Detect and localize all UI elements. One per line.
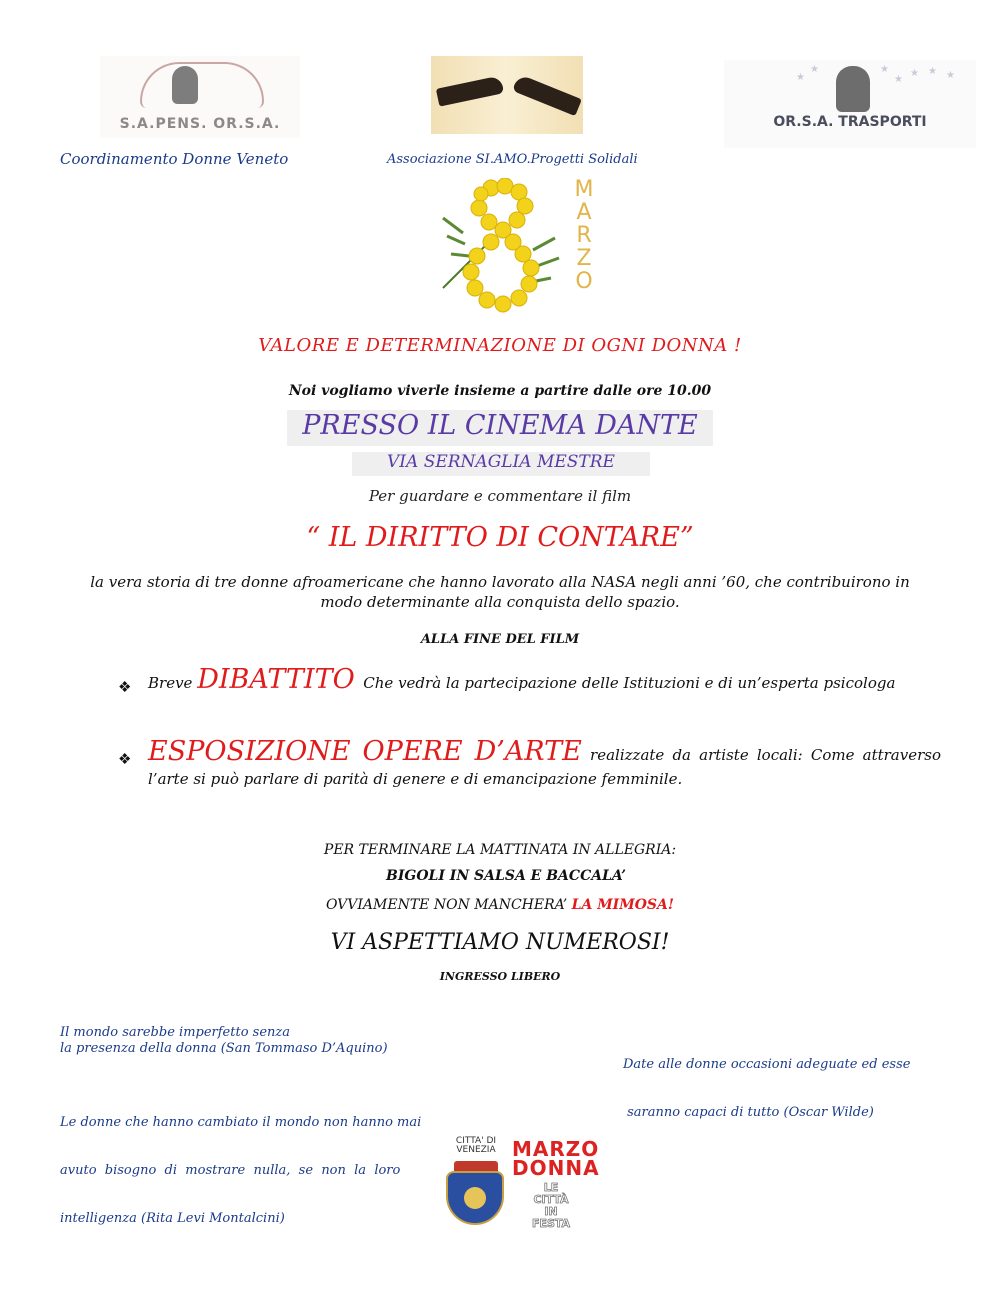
star-icon: ★ [894, 74, 903, 85]
film-title: “ IL DIRITTO DI CONTARE” [306, 522, 694, 553]
quote-line: la presenza della donna (San Tommaso D’Aquino) [60, 1041, 388, 1056]
logo-arc [140, 62, 264, 108]
mimosa-line [0, 897, 1000, 913]
quote-line: saranno capaci di tutto (Oscar Wilde) [623, 1105, 874, 1120]
program-highlight: DIBATTITO [197, 664, 364, 695]
free-entry: INGRESSO LIBERO [439, 970, 561, 983]
quote-line: intelligenza (Rita Levi Montalcini) [60, 1211, 285, 1226]
citta-in-festa [512, 1182, 590, 1230]
marzo-letter: O [575, 269, 593, 294]
quote-line: avuto bisogno di mostrare nulla, se non la loro [60, 1163, 401, 1178]
event-place: PRESSO IL CINEMA DANTE [287, 410, 713, 446]
after-film-heading: ALLA FINE DEL FILM [420, 632, 580, 647]
star-icon: ★ [880, 64, 889, 75]
quote-line: Le donne che hanno cambiato il mondo non hanno mai [60, 1115, 422, 1130]
food-line: BIGOLI IN SALSA E BACCALA’ [386, 868, 626, 884]
bear-icon [836, 66, 870, 112]
festa-line: IN [544, 1205, 558, 1218]
orsa-trasporti-logo [724, 60, 976, 148]
right-hand-icon [512, 74, 582, 116]
quote-line: Il mondo sarebbe imperfetto senza [60, 1025, 290, 1040]
marzo-donna-line: DONNA [512, 1156, 600, 1180]
star-icon: ★ [910, 68, 919, 79]
mimosa-eight-icon [433, 178, 573, 318]
intro-text: Noi vogliamo viverle insieme a partire dalle ore 10.00 [288, 383, 712, 399]
star-icon: ★ [796, 72, 805, 83]
star-icon: ★ [946, 70, 955, 81]
mimosa-highlight: LA MIMOSA! [571, 897, 675, 913]
event-street: VIA SERNAGLIA MESTRE [352, 452, 650, 476]
marzo-letter: M [574, 177, 594, 202]
marzo-letter: A [576, 200, 592, 225]
diamond-bullet-icon: ❖ [118, 750, 132, 768]
org-associazione: Associazione SI.AMO.Progetti Solidali [387, 152, 638, 167]
program-item-dibattito [148, 664, 941, 695]
star-icon: ★ [928, 66, 937, 77]
left-hand-icon [436, 75, 504, 106]
diamond-bullet-icon: ❖ [118, 678, 132, 696]
festa-line: FESTA [531, 1217, 571, 1230]
orsa-trasporti-text: OR.S.A. TRASPORTI [773, 114, 927, 130]
program-item-esposizione [148, 736, 941, 791]
quote-montalcini [60, 1083, 421, 1243]
citta-di-venezia-logo [444, 1137, 508, 1225]
program-highlight: ESPOSIZIONE OPERE D’ARTE [148, 736, 582, 767]
quote-aquino [60, 1025, 388, 1057]
star-icon: ★ [810, 64, 819, 75]
quote-line: Date alle donne occasioni adeguate ed esse [623, 1057, 911, 1072]
closing-line: PER TERMINARE LA MATTINATA IN ALLEGRIA: [323, 842, 677, 858]
invite-text: VI ASPETTIAMO NUMEROSI! [330, 930, 670, 955]
orsa-pensionati-logo [100, 56, 300, 138]
mimosa-text: OVVIAMENTE NON MANCHERA’ [325, 897, 572, 913]
headline: VALORE E DETERMINAZIONE DI OGNI DONNA ! [258, 335, 742, 356]
marzo-vertical-letters [571, 178, 597, 293]
marzo-letter: Z [576, 246, 592, 271]
purpose-text: Per guardare e commentare il film [368, 487, 632, 505]
org-coordinamento: Coordinamento Donne Veneto [60, 150, 289, 168]
quote-wilde [623, 1025, 910, 1137]
festa-line: LE [543, 1181, 559, 1194]
program-text: Che vedrà la partecipazione delle Istituzioni e di un’esperta psicologa [363, 674, 896, 692]
program-text: realizzate da artiste locali: Come attraverso l’arte si può parlare di parità di genere e di emancipazione femminile. [148, 746, 941, 788]
shield-icon [446, 1171, 504, 1225]
venezia-label: CITTA' DI VENEZIA [455, 1136, 497, 1155]
film-synopsis: la vera storia di tre donne afroamericane che hanno lavorato alla NASA negli anni ’60, che contribuirono in modo determinante alla conquista dello spazio. [90, 573, 910, 611]
program-prefix: Breve [148, 674, 198, 692]
orsa-pensionati-text: S.A.PENS. OR.S.A. [119, 116, 281, 132]
festa-line: CITTÀ [533, 1193, 569, 1206]
eight-marzo-logo [433, 178, 598, 318]
marzo-letter: R [576, 223, 592, 248]
hands-logo [431, 56, 583, 134]
bear-icon [172, 66, 198, 104]
marzo-donna-logo [512, 1137, 600, 1230]
lion-icon [464, 1187, 486, 1209]
marzo-donna-line: MARZO [512, 1137, 600, 1161]
